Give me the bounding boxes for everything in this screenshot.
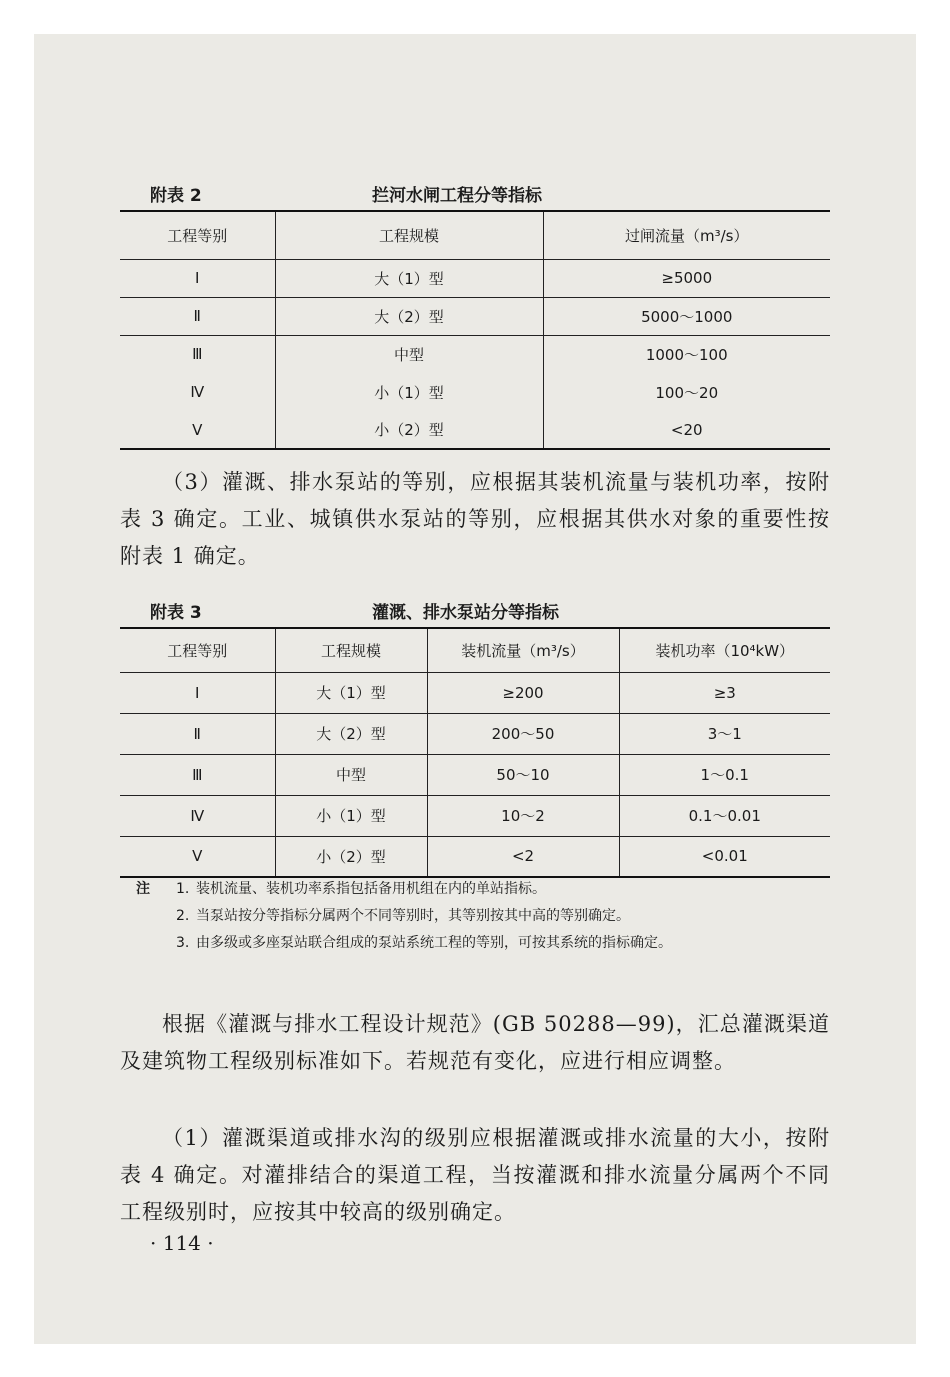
table2-header: 工程等别 xyxy=(167,226,228,245)
table-cell: Ⅱ xyxy=(193,307,201,325)
table-cell: 大（1）型 xyxy=(275,259,543,297)
table-cell: 0.1～0.01 xyxy=(619,795,830,836)
table-cell: 50～10 xyxy=(427,754,619,795)
table-row xyxy=(120,297,830,335)
table2-header-row xyxy=(120,211,830,259)
table-cell: 100～20 xyxy=(543,373,830,411)
table-row xyxy=(120,836,830,877)
table-cell: Ⅰ xyxy=(195,269,200,287)
table2-label: 附表 2 xyxy=(150,186,202,206)
table-row xyxy=(120,713,830,754)
table2-header: 工程规模 xyxy=(275,211,543,259)
table-cell: 200～50 xyxy=(427,713,619,754)
note-number: 1. xyxy=(176,881,190,897)
table-cell: 小（2）型 xyxy=(275,836,427,877)
table3-header: 装机流量（m³/s） xyxy=(427,628,619,672)
note-text: 由多级或多座泵站联合组成的泵站系统工程的等别，可按其系统的指标确定。 xyxy=(196,935,672,951)
table-cell: <2 xyxy=(427,836,619,877)
table-cell: 5000～1000 xyxy=(543,297,830,335)
table-cell: <0.01 xyxy=(619,836,830,877)
table-cell: 1～0.1 xyxy=(619,754,830,795)
notes-list xyxy=(176,876,836,957)
paragraph-text: （1）灌溉渠道或排水沟的级别应根据灌溉或排水流量的大小，按附表 4 确定。对灌排结合的渠道工程，当按灌溉和排水流量分属两个不同工程级别时，应按其中较高的级别确定。 xyxy=(120,1126,830,1224)
paragraph-text: 根据《灌溉与排水工程设计规范》(GB 50288—99)，汇总灌溉渠道及建筑物工程级别标准如下。若规范有变化，应进行相应调整。 xyxy=(120,1012,830,1073)
table-row xyxy=(120,754,830,795)
table-cell: 小（2）型 xyxy=(275,411,543,449)
table-cell: Ⅲ xyxy=(192,765,203,784)
table-cell: Ⅴ xyxy=(192,847,203,866)
table-cell: Ⅳ xyxy=(190,806,205,825)
paragraph-canal-level xyxy=(120,1120,830,1231)
table-cell: Ⅳ xyxy=(190,383,205,401)
paragraph-standard xyxy=(120,1006,830,1080)
table3 xyxy=(120,627,830,878)
table3-notes xyxy=(136,876,836,986)
table-row xyxy=(120,795,830,836)
table-cell: 中型 xyxy=(275,335,543,373)
table-cell: Ⅲ xyxy=(192,345,203,364)
note-text: 当泵站按分等指标分属两个不同等别时，其等别按其中高的等别确定。 xyxy=(196,908,630,924)
note-item xyxy=(176,903,836,930)
table-row xyxy=(120,411,830,449)
table-cell: Ⅴ xyxy=(192,420,203,439)
table-cell: 大（2）型 xyxy=(275,297,543,335)
table-cell: 3～1 xyxy=(619,713,830,754)
note-item xyxy=(176,930,836,957)
table-cell: 小（1）型 xyxy=(275,373,543,411)
table-cell: 大（1）型 xyxy=(275,672,427,713)
table3-header: 装机功率（10⁴kW） xyxy=(619,628,830,672)
table-cell: Ⅰ xyxy=(195,683,200,702)
table-cell: ≥3 xyxy=(619,672,830,713)
table-cell: ≥5000 xyxy=(543,259,830,297)
table-cell: 大（2）型 xyxy=(275,713,427,754)
note-number: 3. xyxy=(176,935,190,951)
table2 xyxy=(120,210,830,450)
table3-title: 灌溉、排水泵站分等指标 xyxy=(372,603,559,623)
table-row xyxy=(120,373,830,411)
note-number: 2. xyxy=(176,908,190,924)
page-number: · 114 · xyxy=(150,1231,214,1255)
paragraph-pump-station xyxy=(120,464,830,575)
table-cell: 中型 xyxy=(275,754,427,795)
table2-header: 过闸流量（m³/s） xyxy=(543,211,830,259)
table-cell: Ⅱ xyxy=(193,724,201,743)
table-cell: <20 xyxy=(543,411,830,449)
table-row xyxy=(120,335,830,373)
notes-label: 注 xyxy=(136,881,150,897)
table3-header-row xyxy=(120,628,830,672)
table-row xyxy=(120,672,830,713)
table-cell: 小（1）型 xyxy=(275,795,427,836)
note-text: 装机流量、装机功率系指包括备用机组在内的单站指标。 xyxy=(196,881,546,897)
paragraph-text: （3）灌溉、排水泵站的等别，应根据其装机流量与装机功率，按附表 3 确定。工业、城镇供水泵站的等别，应根据其供水对象的重要性按附表 1 确定。 xyxy=(120,470,830,568)
table-cell: ≥200 xyxy=(427,672,619,713)
table-row xyxy=(120,259,830,297)
table3-header: 工程规模 xyxy=(275,628,427,672)
table-cell: 1000～100 xyxy=(543,335,830,373)
table2-title: 拦河水闸工程分等指标 xyxy=(372,186,542,206)
note-item xyxy=(176,876,836,903)
table3-label: 附表 3 xyxy=(150,603,202,623)
table3-header: 工程等别 xyxy=(167,641,228,660)
table-cell: 10～2 xyxy=(427,795,619,836)
